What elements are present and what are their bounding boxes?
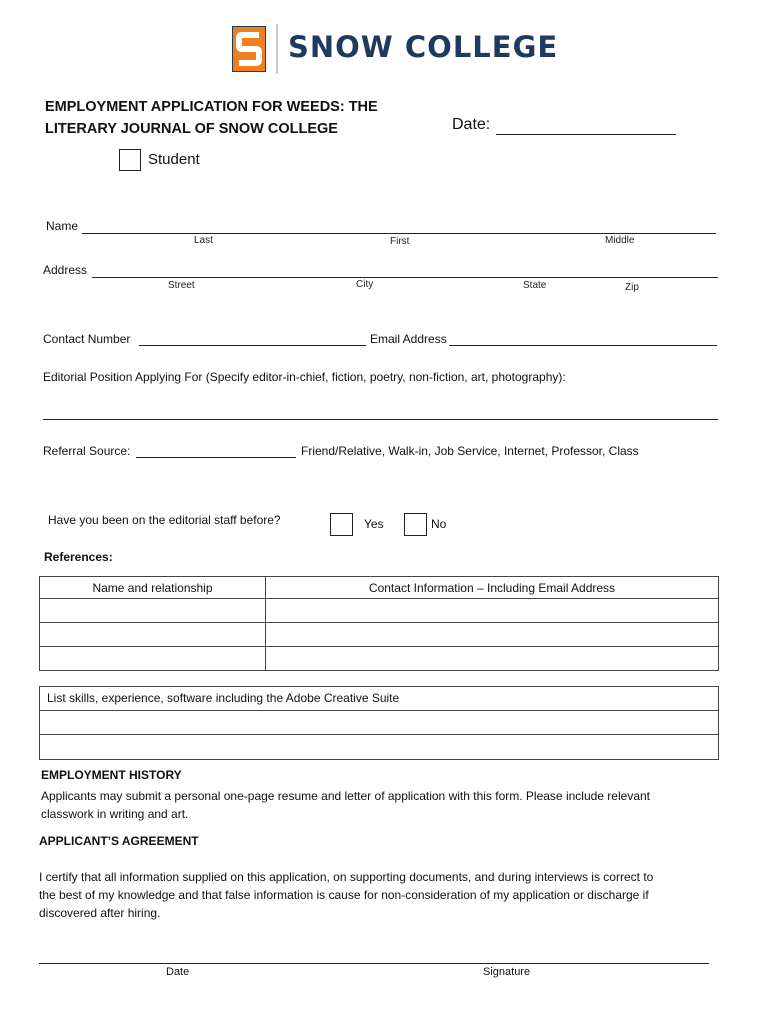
skills-input-row-2[interactable]: [40, 735, 718, 759]
references-col-contact-header: Contact Information – Including Email Address: [266, 577, 719, 599]
agreement-line-3: discovered after hiring.: [39, 906, 161, 920]
email-address-input-line[interactable]: [449, 345, 717, 346]
reference-1-contact-cell[interactable]: [266, 599, 719, 623]
agreement-line-2: the best of my knowledge and that false information is cause for non-consideration of my application or discharge if: [39, 888, 649, 902]
name-input-line[interactable]: [82, 233, 716, 234]
reference-3-name-cell[interactable]: [40, 647, 266, 671]
college-logo-icon: [232, 26, 266, 72]
college-name: SNOW COLLEGE: [288, 30, 559, 64]
table-row: [40, 647, 719, 671]
contact-number-label: Contact Number: [43, 332, 131, 346]
date-label: Date:: [452, 116, 491, 133]
form-title-line-2: LITERARY JOURNAL OF SNOW COLLEGE: [45, 121, 338, 137]
name-first-caption: First: [390, 236, 410, 247]
address-state-caption: State: [523, 280, 547, 291]
staff-question: Have you been on the editorial staff before?: [48, 513, 281, 527]
address-street-caption: Street: [168, 280, 195, 291]
staff-no-checkbox[interactable]: [404, 513, 427, 536]
staff-no-label: No: [431, 517, 447, 531]
skills-label: List skills, experience, software including the Adobe Creative Suite: [40, 687, 718, 711]
reference-1-name-cell[interactable]: [40, 599, 266, 623]
address-city-caption: City: [356, 279, 374, 290]
reference-2-contact-cell[interactable]: [266, 623, 719, 647]
address-zip-caption: Zip: [625, 282, 639, 293]
table-row: [40, 623, 719, 647]
skills-input-row-1[interactable]: [40, 711, 718, 735]
references-col-name-header: Name and relationship: [40, 577, 266, 599]
referral-input-line[interactable]: [136, 457, 296, 458]
referral-options: Friend/Relative, Walk-in, Job Service, Internet, Professor, Class: [301, 444, 639, 458]
address-input-line[interactable]: [92, 277, 718, 278]
table-header-row: [40, 577, 719, 599]
contact-number-input-line[interactable]: [139, 345, 366, 346]
name-last-caption: Last: [194, 235, 213, 246]
name-label: Name: [46, 219, 79, 233]
position-input-line[interactable]: [43, 419, 718, 420]
staff-yes-label: Yes: [364, 517, 384, 531]
signature-line[interactable]: [39, 963, 709, 964]
staff-yes-checkbox[interactable]: [330, 513, 353, 536]
table-row: [40, 599, 719, 623]
reference-2-name-cell[interactable]: [40, 623, 266, 647]
referral-label: Referral Source:: [43, 444, 131, 458]
employment-history-text: [41, 787, 741, 823]
applicant-agreement-text: [39, 868, 749, 922]
logo-divider: [276, 24, 278, 74]
applicant-agreement-heading: APPLICANT’S AGREEMENT: [39, 834, 199, 848]
signature-date-caption: Date: [166, 966, 190, 978]
student-label: Student: [148, 151, 200, 168]
student-checkbox[interactable]: [119, 149, 141, 171]
skills-box: [39, 686, 719, 760]
form-title-line-1: EMPLOYMENT APPLICATION FOR WEEDS: THE: [45, 99, 378, 115]
employment-history-heading: EMPLOYMENT HISTORY: [41, 768, 182, 782]
agreement-line-1: I certify that all information supplied on this application, on supporting documents, and during interviews is correct to: [39, 870, 654, 884]
signature-caption: Signature: [483, 966, 531, 978]
employment-history-line-1: Applicants may submit a personal one-page resume and letter of application with this form. Please include relevant: [41, 789, 650, 803]
name-middle-caption: Middle: [605, 235, 635, 246]
address-label: Address: [43, 263, 88, 277]
reference-3-contact-cell[interactable]: [266, 647, 719, 671]
employment-history-line-2: classwork in writing and art.: [41, 807, 189, 821]
email-address-label: Email Address: [370, 332, 447, 346]
references-table: [39, 576, 719, 671]
date-line[interactable]: [496, 134, 676, 135]
form-title: [45, 96, 415, 140]
references-heading: References:: [44, 550, 113, 564]
date-field[interactable]: [452, 116, 490, 134]
position-label: Editorial Position Applying For (Specify editor-in-chief, fiction, poetry, non-fiction, art, photography):: [43, 370, 566, 384]
